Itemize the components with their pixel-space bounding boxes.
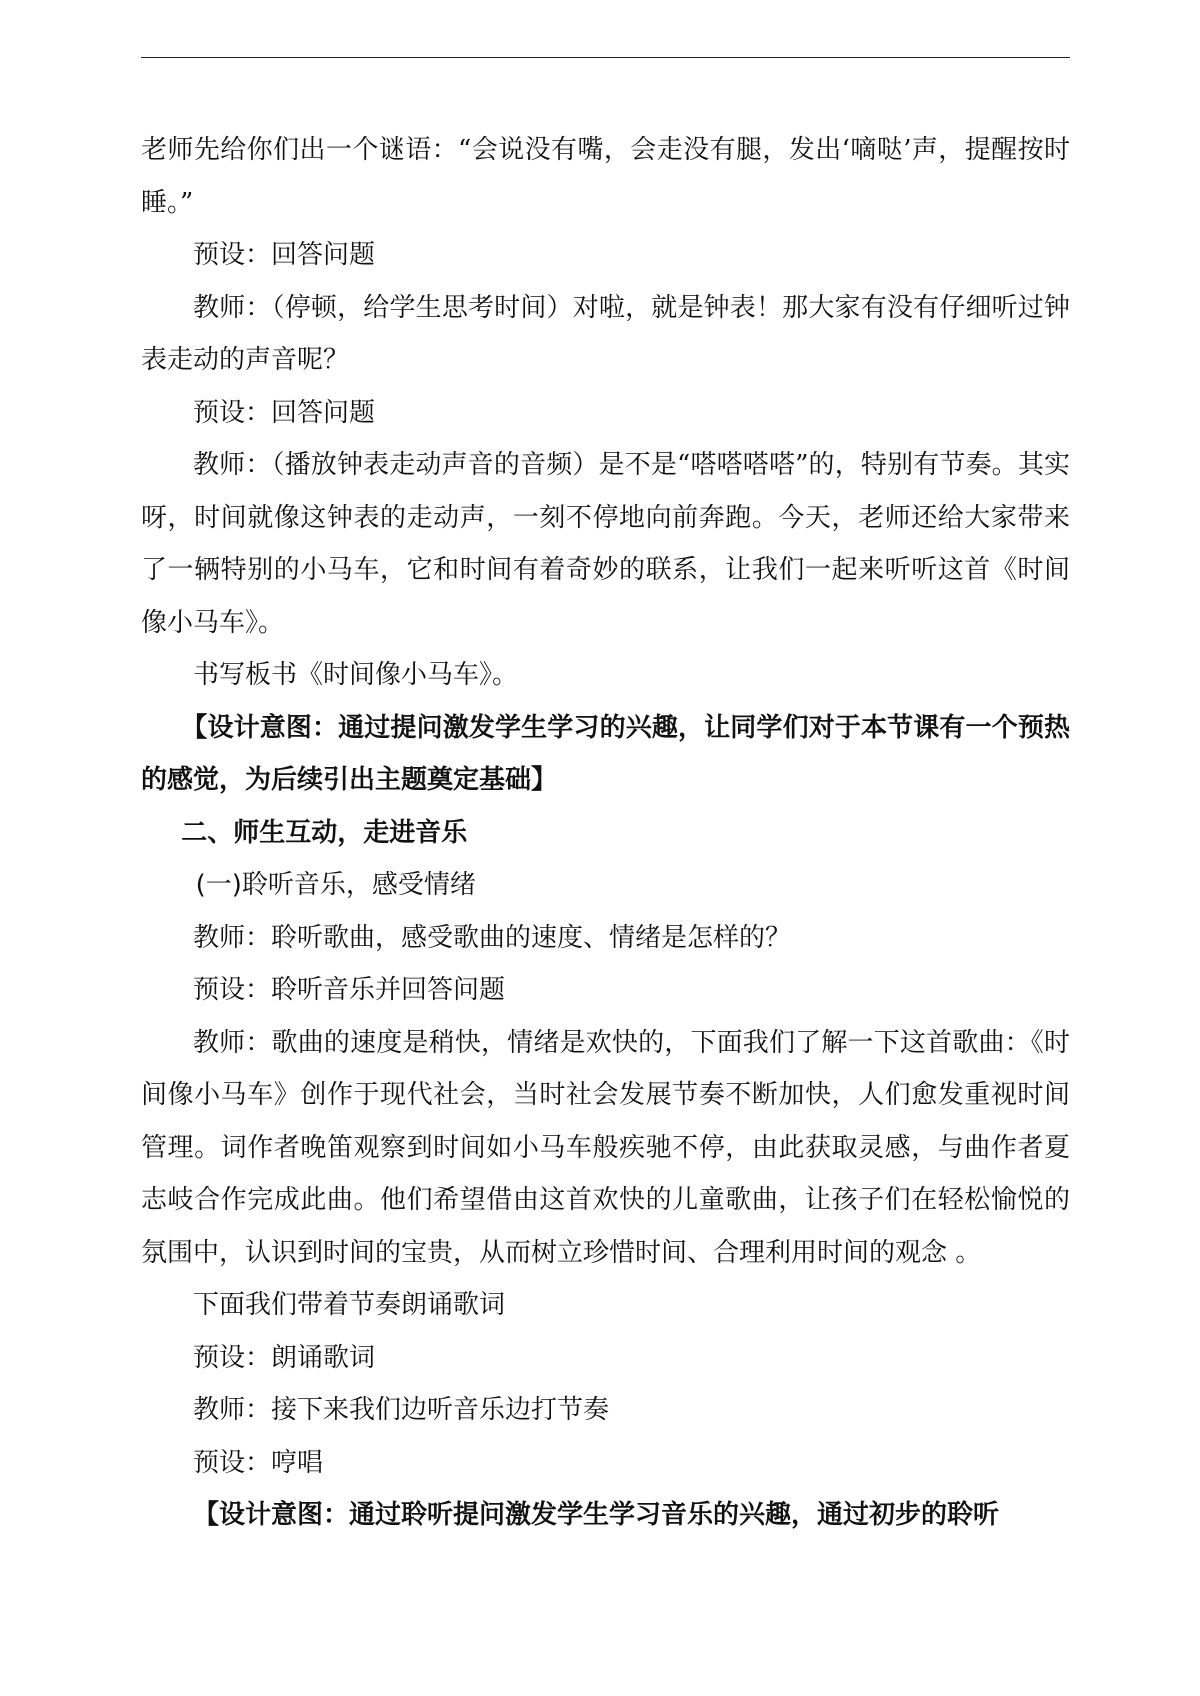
paragraph-board-writing: 书写板书《时间像小马车》。 [193,660,519,690]
paragraph-preset-hum: 预设：哼唱 [193,1447,324,1478]
paragraph-teacher-rhythm: 教师：接下来我们边听音乐边打节奏 [193,1395,610,1425]
paragraph-riddle: 老师先给你们出一个谜语：“会说没有嘴，会走没有腿，发出‘嘀哒’声，提醒按时睡。” [141,135,1070,218]
design-intent-note: 【设计意图：通过聆听提问激发学生学习音乐的兴趣，通过初步的聆听 [193,1500,1000,1530]
paragraph-preset-answer: 预设：回答问题 [193,397,376,428]
paragraph-preset-recite: 预设：朗诵歌词 [193,1342,376,1373]
paragraph-teacher-clock: 教师：（停顿，给学生思考时间）对啦，就是钟表！那大家有没有仔细听过钟表走动的声音呢？ [141,292,1070,375]
paragraph-preset-listen: 预设：聆听音乐并回答问题 [193,975,506,1005]
subsection-heading: (一)聆听音乐，感受情绪 [195,870,476,900]
design-intent-note: 【设计意图：通过提问激发学生学习的兴趣，让同学们对于本节课有一个预热的感觉，为后续引出主题奠定基础】 [141,712,1070,795]
paragraph-recite: 下面我们带着节奏朗诵歌词 [193,1290,506,1320]
paragraph-teacher-listen: 教师：聆听歌曲，感受歌曲的速度、情绪是怎样的？ [193,922,792,953]
paragraph-preset-answer: 预设：回答问题 [193,240,376,270]
section-heading: 二、师生互动，走进音乐 [181,817,468,848]
paragraph-song-background: 教师：歌曲的速度是稍快，情绪是欢快的，下面我们了解一下这首歌曲：《时间像小马车》创作于现代社会，当时社会发展节奏不断加快，人们愈发重视时间管理。词作者晚笛观察到时间如小马车般疾驰不停，由此获取灵感，与曲作者夏志岐合作完成此曲。他们希望借由这首欢快的儿童歌曲，让孩子们在轻松愉悦的氛围中，认识到时间的宝贵，从而树立珍惜时间、合理利用时间的观念 。 [141,1027,1070,1268]
document-body [141,124,1070,1542]
paragraph-teacher-audio: 教师：（播放钟表走动声音的音频）是不是“嗒嗒嗒嗒”的，特别有节奏。其实呀，时间就像这钟表的走动声，一刻不停地向前奔跑。今天，老师还给大家带来了一辆特别的小马车，它和时间有着奇妙的联系，让我们一起来听听这首《时间像小马车》。 [141,450,1070,638]
header-rule [141,57,1070,58]
